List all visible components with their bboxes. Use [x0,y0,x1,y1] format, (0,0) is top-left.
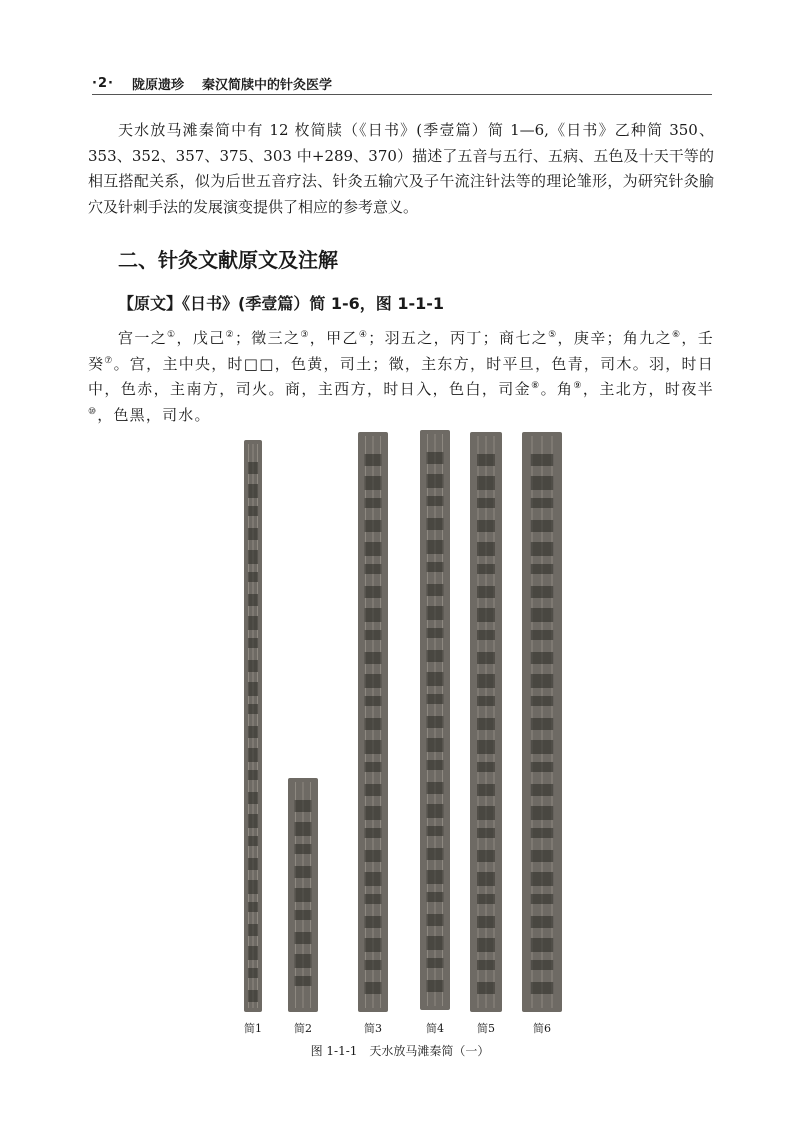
footnote-marker: ② [225,330,235,340]
intro-paragraph: 天水放马滩秦简中有 12 枚简牍（《日书》(季壹篇）简 1—6,《日书》乙种简 350、353、352、357、375、303 中+289、370）描述了五音与五行、五病、五色及十天干等的相互搭配关系，似为后世五音疗法、针灸五输穴及子午流注针法等的理论雏形，为研究针灸腧穴及针刺手法的发展演变提供了相应的参考意义。 [88,121,714,216]
footnote-marker: ⑨ [573,381,583,391]
footnote-marker: ④ [358,330,369,340]
slip-label: 简3 [364,1022,382,1035]
text-segment: ，色黑，司水。 [97,405,211,424]
text-segment: ；羽五之，丙丁；商七之 [368,329,549,347]
text-segment: ；徵三之 [234,329,301,347]
slip-label: 简4 [426,1022,444,1035]
footnote-marker: ① [167,330,177,340]
slip-label: 简5 [477,1022,495,1035]
text-segment: ，庚辛；角九之 [557,329,672,347]
text-segment: 。角 [540,380,574,398]
bamboo-slip-1 [244,440,262,1012]
bamboo-slip-2 [288,778,318,1012]
original-text-paragraph [88,326,714,428]
footnote-marker: ⑦ [104,355,114,366]
slip-label: 简1 [244,1022,262,1035]
bamboo-slip-5 [470,432,502,1012]
slip-label: 简6 [533,1022,551,1035]
text-segment: ，甲乙 [309,329,359,347]
footnote-marker: ⑩ [88,406,98,417]
text-segment: ，戊己 [176,329,226,347]
bamboo-slip-3 [358,432,388,1012]
slips-image [0,428,800,1018]
bamboo-slip-6 [522,432,562,1012]
original-text-label: 【原文】《日书》(季壹篇）简 1-6，图 1-1-1 [118,294,445,313]
series-title: 陇原遗珍 [131,77,184,93]
text-segment: 宫一之 [118,329,168,347]
footnote-marker: ⑥ [671,330,682,340]
figure-caption: 图 1-1-1 天水放马滩秦简（一） [310,1044,490,1058]
bamboo-slip-4 [420,430,450,1010]
page-number: ·2· [92,75,114,91]
footnote-marker: ⑤ [548,330,558,340]
section-heading: 二、针灸文献原文及注解 [118,248,338,272]
footnote-marker: ③ [300,330,310,340]
text-segment: ，壬癸 [88,329,714,373]
running-head [92,72,712,95]
book-title: 秦汉简牍中的针灸医学 [201,77,332,93]
footnote-marker: ⑧ [531,381,541,391]
figure-bamboo-slips [0,428,800,1068]
text-segment: 。宫，主中央，时□□，色黄，司土；徵，主东方，时平旦，色青，司木。羽，时日中，色赤，主南方，司火。商，主西方，时日入，色白，司金 [88,354,714,398]
text-segment: ，主北方，时夜半 [582,380,714,398]
slip-label: 简2 [294,1022,312,1035]
